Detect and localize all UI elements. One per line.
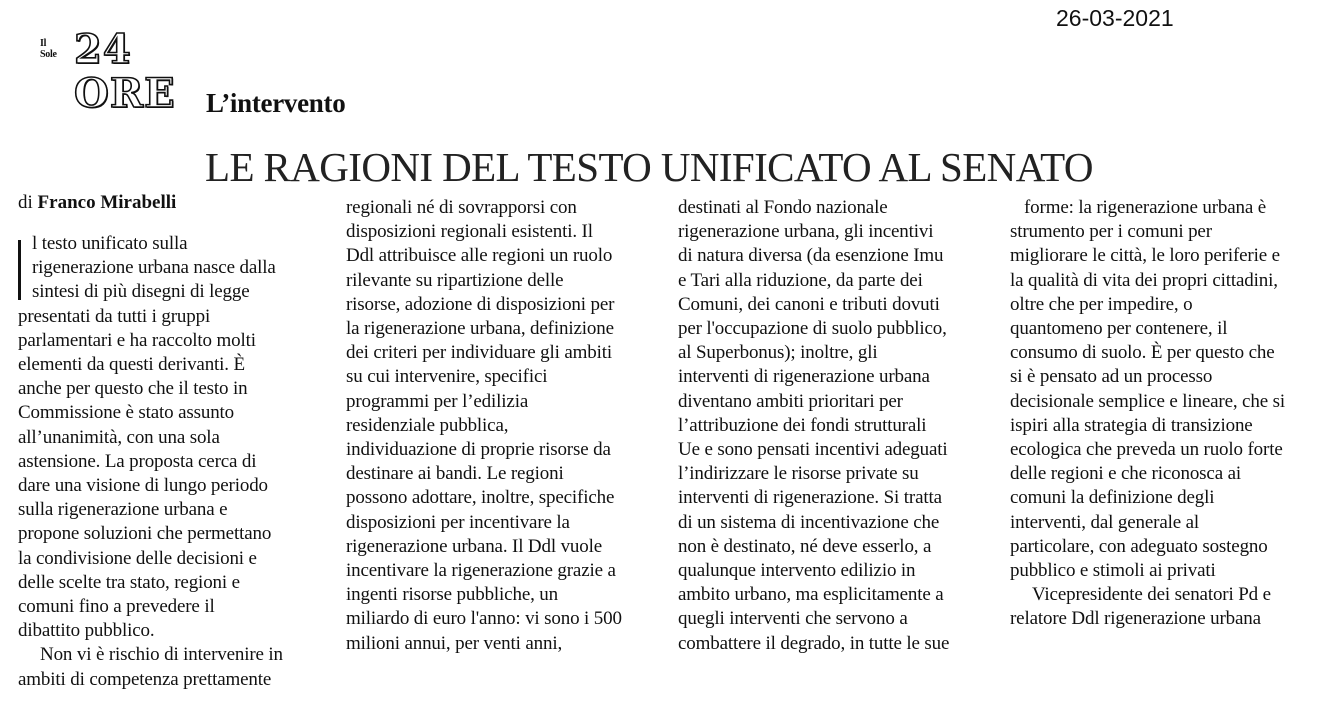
text-line: forme: la rigenerazione urbana è <box>1024 197 1267 218</box>
logo-big-text: 24 ORE <box>74 26 176 117</box>
text-line: al Superbonus); inoltre, gli <box>678 342 878 364</box>
text-line: propone soluzioni che permettano <box>18 523 272 545</box>
text-line: interventi di rigenerazione. Si tratta <box>678 487 942 509</box>
text-line: miliardo di euro l'anno: vi sono i 500 <box>346 608 622 630</box>
text-line: migliorare le città, le loro periferie e <box>1010 245 1280 267</box>
text-line: presentati da tutti i gruppi <box>18 305 211 327</box>
text-line: rigenerazione urbana nasce dalla <box>32 257 276 279</box>
text-line: la qualità di vita dei propri cittadini, <box>1010 269 1278 291</box>
text-line: individuazione di proprie risorse da <box>346 439 611 461</box>
date-stamp: 26-03-2021 <box>1056 5 1174 31</box>
text-line: su cui intervenire, specifici <box>346 366 548 388</box>
text-line: consumo di suolo. È per questo che <box>1010 342 1275 364</box>
text-line: non è destinato, né deve esserlo, a <box>678 535 932 557</box>
text-line: rigenerazione urbana. Il Ddl vuole <box>346 535 603 557</box>
byline-author: Franco Mirabelli <box>37 192 177 213</box>
text-line: milioni annui, per venti anni, <box>346 632 563 654</box>
article-column-3 <box>678 196 978 656</box>
text-line: dei criteri per individuare gli ambiti <box>346 342 613 364</box>
byline <box>18 192 176 214</box>
text-line: quegli interventi che servono a <box>678 608 908 630</box>
article-headline: LE RAGIONI DEL TESTO UNIFICATO AL SENATO <box>205 144 1093 190</box>
text-line: risorse, adozione di disposizioni per <box>346 293 615 315</box>
text-line: pubblico e stimoli ai privati <box>1010 560 1216 582</box>
text-line: l’indirizzare le risorse private su <box>678 463 919 485</box>
text-line: rilevante su ripartizione delle <box>346 269 564 291</box>
text-line: l testo unificato sulla <box>32 233 188 254</box>
text-line: residenziale pubblica, <box>346 414 509 436</box>
text-line: sintesi di più disegni di legge <box>32 281 250 303</box>
text-line: decisionale semplice e lineare, che si <box>1010 390 1285 412</box>
text-line: astensione. La proposta cerca di <box>18 450 257 472</box>
author-title-line: Vicepresidente dei senatori Pd e <box>1032 584 1271 606</box>
text-line: combattere il degrado, in tutte le sue <box>678 632 950 654</box>
text-line: incentivare la rigenerazione grazie a <box>346 560 616 582</box>
text-line: ambiti di competenza prettamente <box>18 668 272 690</box>
text-line: di natura diversa (da esenzione Imu <box>678 245 944 267</box>
text-line: regionali né di sovrapporsi con <box>346 197 577 218</box>
text-line: si è pensato ad un processo <box>1010 366 1213 388</box>
text-line: Commissione è stato assunto <box>18 402 235 424</box>
text-line: diventano ambiti prioritari per <box>678 390 903 412</box>
text-line: Ue e sono pensati incentivi adeguati <box>678 439 948 461</box>
text-line: Non vi è rischio di intervenire in <box>40 644 283 666</box>
logo-small-text: Il Sole <box>40 38 57 60</box>
text-line: delle scelte tra stato, regioni e <box>18 571 240 593</box>
text-line: qualunque intervento edilizio in <box>678 560 916 582</box>
text-line: rigenerazione urbana, gli incentivi <box>678 221 934 243</box>
text-line: Ddl attribuisce alle regioni un ruolo <box>346 245 613 267</box>
text-line: ambito urbano, ma esplicitamente a <box>678 584 944 606</box>
text-line: delle regioni e che riconosca ai <box>1010 463 1242 485</box>
text-line: per l'occupazione di suolo pubblico, <box>678 318 947 340</box>
text-line: sulla rigenerazione urbana e <box>18 499 228 521</box>
text-line: ispiri alla strategia di transizione <box>1010 414 1253 436</box>
text-line: parlamentari e ha raccolto molti <box>18 329 256 351</box>
text-line: anche per questo che il testo in <box>18 378 248 400</box>
text-line: destinati al Fondo nazionale <box>678 197 888 218</box>
text-line: dibattito pubblico. <box>18 620 155 642</box>
text-line: elementi da questi derivanti. È <box>18 354 245 376</box>
text-line: la rigenerazione urbana, definizione <box>346 318 614 340</box>
text-line: destinare ai bandi. Le regioni <box>346 463 564 485</box>
article-column-4 <box>1010 196 1310 632</box>
text-line: interventi di rigenerazione urbana <box>678 366 930 388</box>
text-line: dare una visione di lungo periodo <box>18 475 268 497</box>
text-line: la condivisione delle decisioni e <box>18 547 257 569</box>
text-line: interventi, dal generale al <box>1010 511 1200 533</box>
text-line: ecologica che preveda un ruolo forte <box>1010 439 1283 461</box>
text-line: quantomeno per contenere, il <box>1010 318 1228 340</box>
text-line: possono adottare, inoltre, specifiche <box>346 487 615 509</box>
text-line: l’attribuzione dei fondi strutturali <box>678 414 927 436</box>
text-line: disposizioni regionali esistenti. Il <box>346 221 593 243</box>
text-line: e Tari alla riduzione, da parte dei <box>678 269 923 291</box>
text-line: Comuni, dei canoni e tributi dovuti <box>678 293 940 315</box>
text-line: all’unanimità, con una sola <box>18 426 220 448</box>
text-line: disposizioni per incentivare la <box>346 511 570 533</box>
text-line: di un sistema di incentivazione che <box>678 511 940 533</box>
text-line: oltre che per impedire, o <box>1010 293 1193 315</box>
author-title-line: relatore Ddl rigenerazione urbana <box>1010 608 1261 630</box>
text-line: comuni fino a prevedere il <box>18 596 215 618</box>
text-line: programmi per l’edilizia <box>346 390 529 412</box>
text-line: comuni la definizione degli <box>1010 487 1215 509</box>
text-line: particolare, con adeguato sostegno <box>1010 535 1268 557</box>
byline-prefix: di <box>18 192 38 213</box>
text-line: strumento per i comuni per <box>1010 221 1212 243</box>
section-kicker: L’intervento <box>206 88 346 118</box>
article-column-2 <box>346 196 646 656</box>
text-line: ingenti risorse pubbliche, un <box>346 584 558 606</box>
article-column-1 <box>18 232 318 692</box>
